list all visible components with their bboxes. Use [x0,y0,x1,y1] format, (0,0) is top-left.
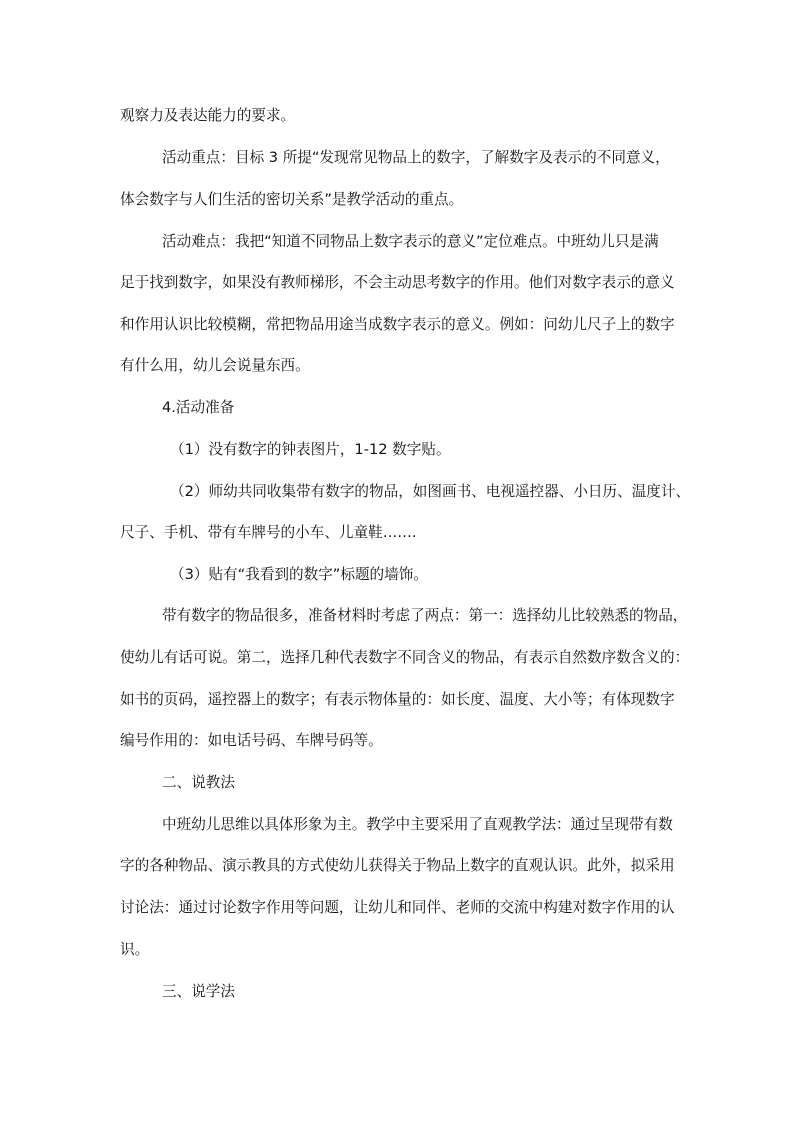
paragraph-line: 识。 [120,941,150,958]
paragraph-line: 有什么用，幼儿会说量东西。 [120,357,310,374]
paragraph-line: 尺子、手机、带有车牌号的小车、儿童鞋……. [120,524,417,541]
paragraph-line: 讨论法：通过讨论数字作用等问题，让幼儿和同伴、老师的交流中构建对数字作用的认 [120,899,675,916]
paragraph-line: 活动难点：我把“知道不同物品上数字表示的意义”定位难点。中班幼儿只是满 [162,233,659,250]
paragraph-line: 足于找到数字，如果没有教师梯形，不会主动思考数字的作用。他们对数字表示的意义 [120,274,675,291]
paragraph-line: 活动重点：目标 3 所提“发现常见物品上的数字，了解数字及表示的不同意义， [162,149,670,166]
paragraph-line: 编号作用的：如电话号码、车牌号码等。 [120,732,383,749]
paragraph-line: 字的各种物品、演示教具的方式使幼儿获得关于物品上数字的直观认识。此外，拟采用 [120,857,675,874]
list-item: （3）贴有“我看到的数字”标题的墙饰。 [170,566,428,583]
paragraph-line: 体会数字与人们生活的密切关系”是教学活动的重点。 [120,191,464,208]
paragraph-line: 使幼儿有话可说。第二，选择几种代表数字不同含义的物品，有表示自然数序数含义的： [120,649,690,666]
section-heading: 三、说学法 [162,983,235,1000]
section-heading: 二、说教法 [162,774,235,791]
paragraph-line: 带有数字的物品很多，准备材料时考虑了两点：第一：选择幼儿比较熟悉的物品， [162,607,688,624]
paragraph-line: 如书的页码，遥控器上的数字；有表示物体量的：如长度、温度、大小等；有体现数字 [120,691,675,708]
section-heading: 4.活动准备 [162,399,235,416]
list-item: （1）没有数字的钟表图片，1-12 数字贴。 [170,441,451,458]
paragraph-line: 观察力及表达能力的要求。 [120,107,296,124]
paragraph-line: 和作用认识比较模糊，常把物品用途当成数字表示的意义。例如：问幼儿尺子上的数字 [120,316,675,333]
paragraph-line: 中班幼儿思维以具体形象为主。教学中主要采用了直观教学法：通过呈现带有数 [162,816,673,833]
list-item: （2）师幼共同收集带有数字的物品，如图画书、电视遥控器、小日历、温度计、 [170,483,691,500]
